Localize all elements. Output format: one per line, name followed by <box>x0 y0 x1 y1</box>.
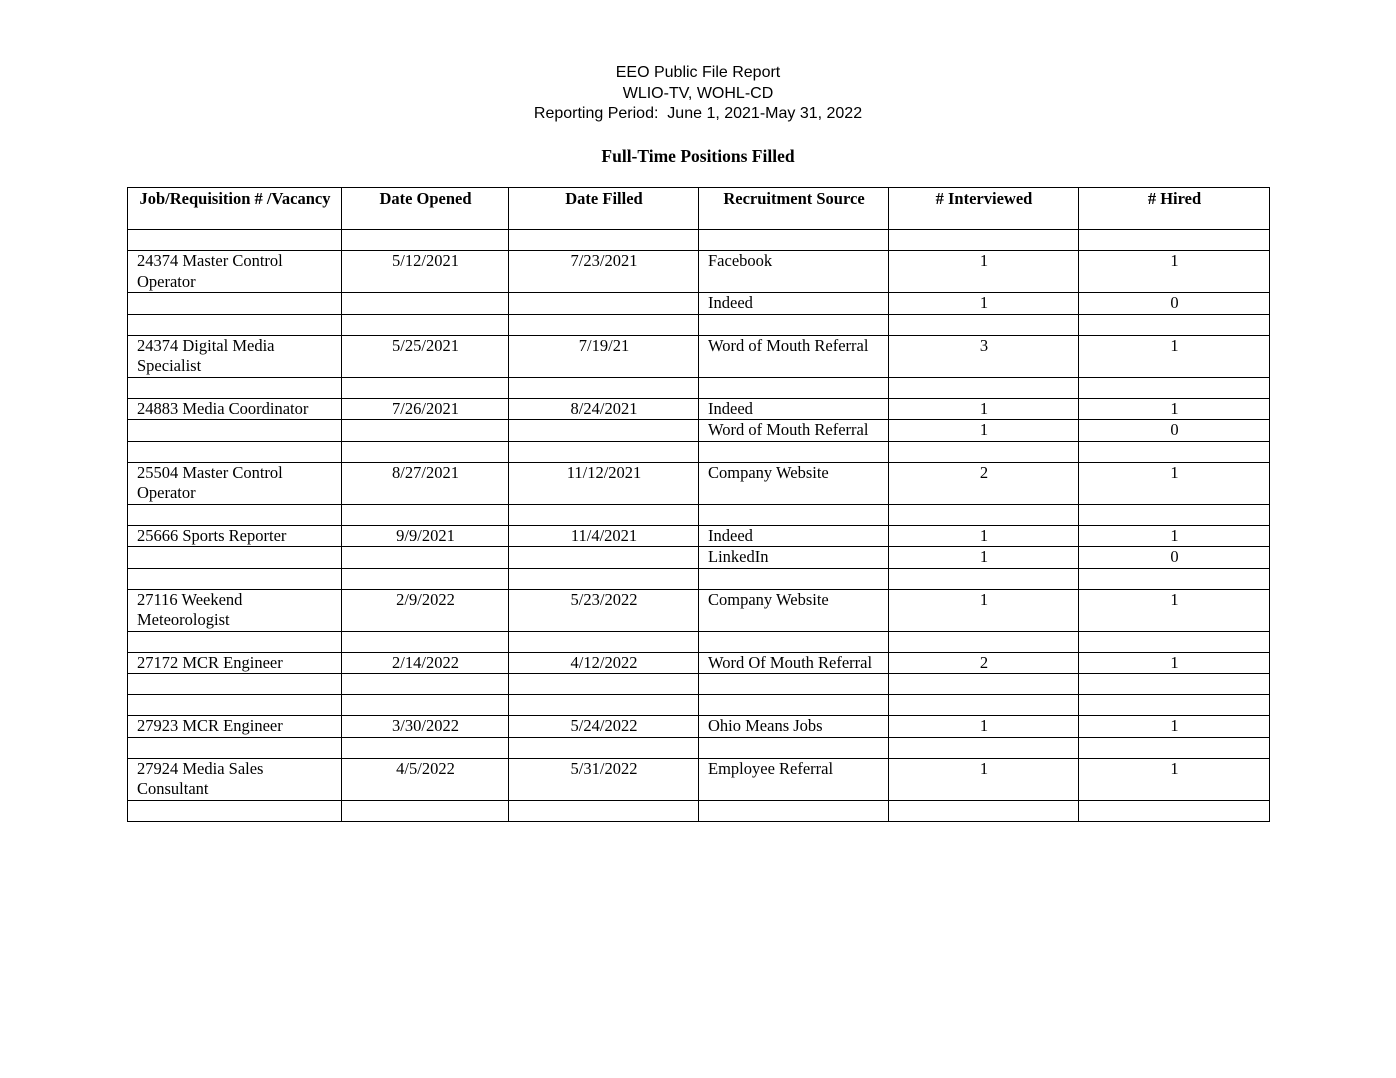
cell-hired: 0 <box>1079 420 1270 442</box>
cell-job: 27172 MCR Engineer <box>128 652 342 674</box>
cell-interviewed <box>889 631 1079 652</box>
cell-date-opened: 2/9/2022 <box>342 589 509 631</box>
cell-interviewed: 1 <box>889 525 1079 547</box>
cell-interviewed: 3 <box>889 335 1079 377</box>
reporting-period: Reporting Period: June 1, 2021-May 31, 2022 <box>533 105 863 122</box>
cell-interviewed: 1 <box>889 589 1079 631</box>
cell-hired <box>1079 631 1270 652</box>
report-header <box>0 63 1396 125</box>
cell-date-filled: 11/12/2021 <box>509 462 699 504</box>
cell-date-opened <box>342 504 509 525</box>
cell-date-filled <box>509 230 699 251</box>
cell-date-opened <box>342 737 509 758</box>
cell-date-opened <box>342 695 509 716</box>
cell-job <box>128 695 342 716</box>
table-row <box>128 251 1270 293</box>
table-body <box>128 230 1270 822</box>
cell-date-filled: 7/23/2021 <box>509 251 699 293</box>
header-job: Job/Requisition # /Vacancy <box>128 188 342 230</box>
table-row <box>128 758 1270 800</box>
cell-job <box>128 547 342 569</box>
cell-date-filled: 5/23/2022 <box>509 589 699 631</box>
header-date-opened: Date Opened <box>342 188 509 230</box>
cell-hired: 1 <box>1079 335 1270 377</box>
table-row <box>128 441 1270 462</box>
cell-interviewed <box>889 504 1079 525</box>
cell-date-opened: 8/27/2021 <box>342 462 509 504</box>
cell-date-opened <box>342 674 509 695</box>
cell-interviewed <box>889 568 1079 589</box>
cell-hired <box>1079 441 1270 462</box>
cell-interviewed: 1 <box>889 293 1079 315</box>
cell-date-opened <box>342 800 509 821</box>
cell-recruitment-source: Indeed <box>699 293 889 315</box>
cell-interviewed: 1 <box>889 547 1079 569</box>
table-row <box>128 462 1270 504</box>
section-title: Full-Time Positions Filled <box>601 146 795 166</box>
cell-hired: 1 <box>1079 251 1270 293</box>
cell-date-opened: 4/5/2022 <box>342 758 509 800</box>
cell-recruitment-source: Word of Mouth Referral <box>699 420 889 442</box>
table-row <box>128 589 1270 631</box>
cell-date-opened: 7/26/2021 <box>342 398 509 420</box>
cell-date-filled: 4/12/2022 <box>509 652 699 674</box>
cell-job: 24374 Master Control Operator <box>128 251 342 293</box>
cell-job <box>128 800 342 821</box>
cell-hired: 1 <box>1079 589 1270 631</box>
cell-date-filled <box>509 695 699 716</box>
cell-recruitment-source <box>699 674 889 695</box>
cell-recruitment-source: Indeed <box>699 398 889 420</box>
cell-date-opened: 9/9/2021 <box>342 525 509 547</box>
cell-recruitment-source <box>699 230 889 251</box>
cell-recruitment-source <box>699 568 889 589</box>
cell-job <box>128 568 342 589</box>
cell-recruitment-source <box>699 504 889 525</box>
cell-recruitment-source: Word of Mouth Referral <box>699 335 889 377</box>
cell-date-opened <box>342 293 509 315</box>
cell-date-filled <box>509 547 699 569</box>
cell-hired <box>1079 800 1270 821</box>
cell-recruitment-source: Employee Referral <box>699 758 889 800</box>
cell-date-opened: 5/25/2021 <box>342 335 509 377</box>
cell-date-opened <box>342 568 509 589</box>
cell-recruitment-source: Company Website <box>699 462 889 504</box>
table-row <box>128 716 1270 738</box>
cell-date-opened: 3/30/2022 <box>342 716 509 738</box>
cell-date-opened <box>342 314 509 335</box>
cell-job: 24883 Media Coordinator <box>128 398 342 420</box>
cell-recruitment-source <box>699 800 889 821</box>
cell-date-opened <box>342 420 509 442</box>
cell-hired <box>1079 568 1270 589</box>
cell-recruitment-source <box>699 695 889 716</box>
cell-interviewed <box>889 441 1079 462</box>
cell-interviewed <box>889 674 1079 695</box>
table-row <box>128 800 1270 821</box>
table-row <box>128 525 1270 547</box>
cell-date-filled <box>509 420 699 442</box>
cell-date-filled <box>509 504 699 525</box>
cell-job <box>128 504 342 525</box>
cell-date-opened <box>342 441 509 462</box>
cell-hired: 1 <box>1079 758 1270 800</box>
cell-date-filled: 5/24/2022 <box>509 716 699 738</box>
cell-job: 25666 Sports Reporter <box>128 525 342 547</box>
cell-date-opened <box>342 631 509 652</box>
cell-interviewed <box>889 314 1079 335</box>
cell-recruitment-source <box>699 314 889 335</box>
cell-interviewed: 1 <box>889 420 1079 442</box>
cell-date-filled <box>509 631 699 652</box>
cell-hired <box>1079 737 1270 758</box>
cell-job <box>128 230 342 251</box>
header-hired: # Hired <box>1079 188 1270 230</box>
table-row <box>128 293 1270 315</box>
table-row <box>128 420 1270 442</box>
cell-job <box>128 377 342 398</box>
table-row <box>128 652 1270 674</box>
cell-hired <box>1079 314 1270 335</box>
cell-interviewed: 1 <box>889 716 1079 738</box>
cell-hired <box>1079 674 1270 695</box>
table-row <box>128 230 1270 251</box>
positions-table <box>127 187 1270 822</box>
cell-hired: 1 <box>1079 652 1270 674</box>
cell-hired: 1 <box>1079 462 1270 504</box>
table-row <box>128 377 1270 398</box>
table-row <box>128 547 1270 569</box>
cell-recruitment-source: Facebook <box>699 251 889 293</box>
cell-hired <box>1079 377 1270 398</box>
station-callsigns: WLIO-TV, WOHL-CD <box>622 84 774 102</box>
cell-job: 27116 Weekend Meteorologist <box>128 589 342 631</box>
cell-job <box>128 441 342 462</box>
cell-date-filled <box>509 674 699 695</box>
cell-date-filled <box>509 377 699 398</box>
cell-interviewed: 1 <box>889 758 1079 800</box>
header-date-filled: Date Filled <box>509 188 699 230</box>
table-row <box>128 568 1270 589</box>
table-row <box>128 674 1270 695</box>
table-row <box>128 504 1270 525</box>
cell-job <box>128 631 342 652</box>
cell-date-opened <box>342 230 509 251</box>
cell-hired: 0 <box>1079 293 1270 315</box>
cell-date-filled: 8/24/2021 <box>509 398 699 420</box>
cell-recruitment-source <box>699 737 889 758</box>
cell-date-filled: 7/19/21 <box>509 335 699 377</box>
header-recruitment-source: Recruitment Source <box>699 188 889 230</box>
cell-interviewed <box>889 695 1079 716</box>
table-row <box>128 737 1270 758</box>
cell-interviewed <box>889 377 1079 398</box>
cell-recruitment-source: Indeed <box>699 525 889 547</box>
cell-interviewed <box>889 800 1079 821</box>
cell-recruitment-source: Word Of Mouth Referral <box>699 652 889 674</box>
table-row <box>128 695 1270 716</box>
cell-interviewed <box>889 737 1079 758</box>
cell-recruitment-source <box>699 377 889 398</box>
header-interviewed: # Interviewed <box>889 188 1079 230</box>
cell-job <box>128 293 342 315</box>
cell-date-opened: 5/12/2021 <box>342 251 509 293</box>
cell-hired: 1 <box>1079 525 1270 547</box>
cell-hired <box>1079 695 1270 716</box>
cell-hired: 0 <box>1079 547 1270 569</box>
cell-interviewed: 2 <box>889 652 1079 674</box>
cell-date-filled <box>509 441 699 462</box>
cell-date-filled: 5/31/2022 <box>509 758 699 800</box>
cell-recruitment-source: Company Website <box>699 589 889 631</box>
cell-date-filled <box>509 737 699 758</box>
table-header-row <box>128 188 1270 230</box>
cell-job: 27923 MCR Engineer <box>128 716 342 738</box>
cell-hired: 1 <box>1079 716 1270 738</box>
cell-date-filled <box>509 314 699 335</box>
cell-job <box>128 314 342 335</box>
cell-job: 24374 Digital Media Specialist <box>128 335 342 377</box>
cell-recruitment-source <box>699 441 889 462</box>
table-row <box>128 631 1270 652</box>
cell-recruitment-source <box>699 631 889 652</box>
cell-date-opened: 2/14/2022 <box>342 652 509 674</box>
cell-date-opened <box>342 377 509 398</box>
cell-job: 27924 Media Sales Consultant <box>128 758 342 800</box>
table-row <box>128 398 1270 420</box>
table-row <box>128 335 1270 377</box>
cell-recruitment-source: LinkedIn <box>699 547 889 569</box>
cell-date-filled: 11/4/2021 <box>509 525 699 547</box>
cell-job <box>128 420 342 442</box>
cell-recruitment-source: Ohio Means Jobs <box>699 716 889 738</box>
cell-date-opened <box>342 547 509 569</box>
table-row <box>128 314 1270 335</box>
cell-interviewed <box>889 230 1079 251</box>
cell-interviewed: 1 <box>889 251 1079 293</box>
cell-interviewed: 1 <box>889 398 1079 420</box>
cell-hired <box>1079 504 1270 525</box>
cell-hired: 1 <box>1079 398 1270 420</box>
cell-date-filled <box>509 568 699 589</box>
cell-job: 25504 Master Control Operator <box>128 462 342 504</box>
cell-date-filled <box>509 800 699 821</box>
cell-job <box>128 674 342 695</box>
report-title: EEO Public File Report <box>615 64 781 81</box>
cell-interviewed: 2 <box>889 462 1079 504</box>
cell-hired <box>1079 230 1270 251</box>
cell-date-filled <box>509 293 699 315</box>
cell-job <box>128 737 342 758</box>
